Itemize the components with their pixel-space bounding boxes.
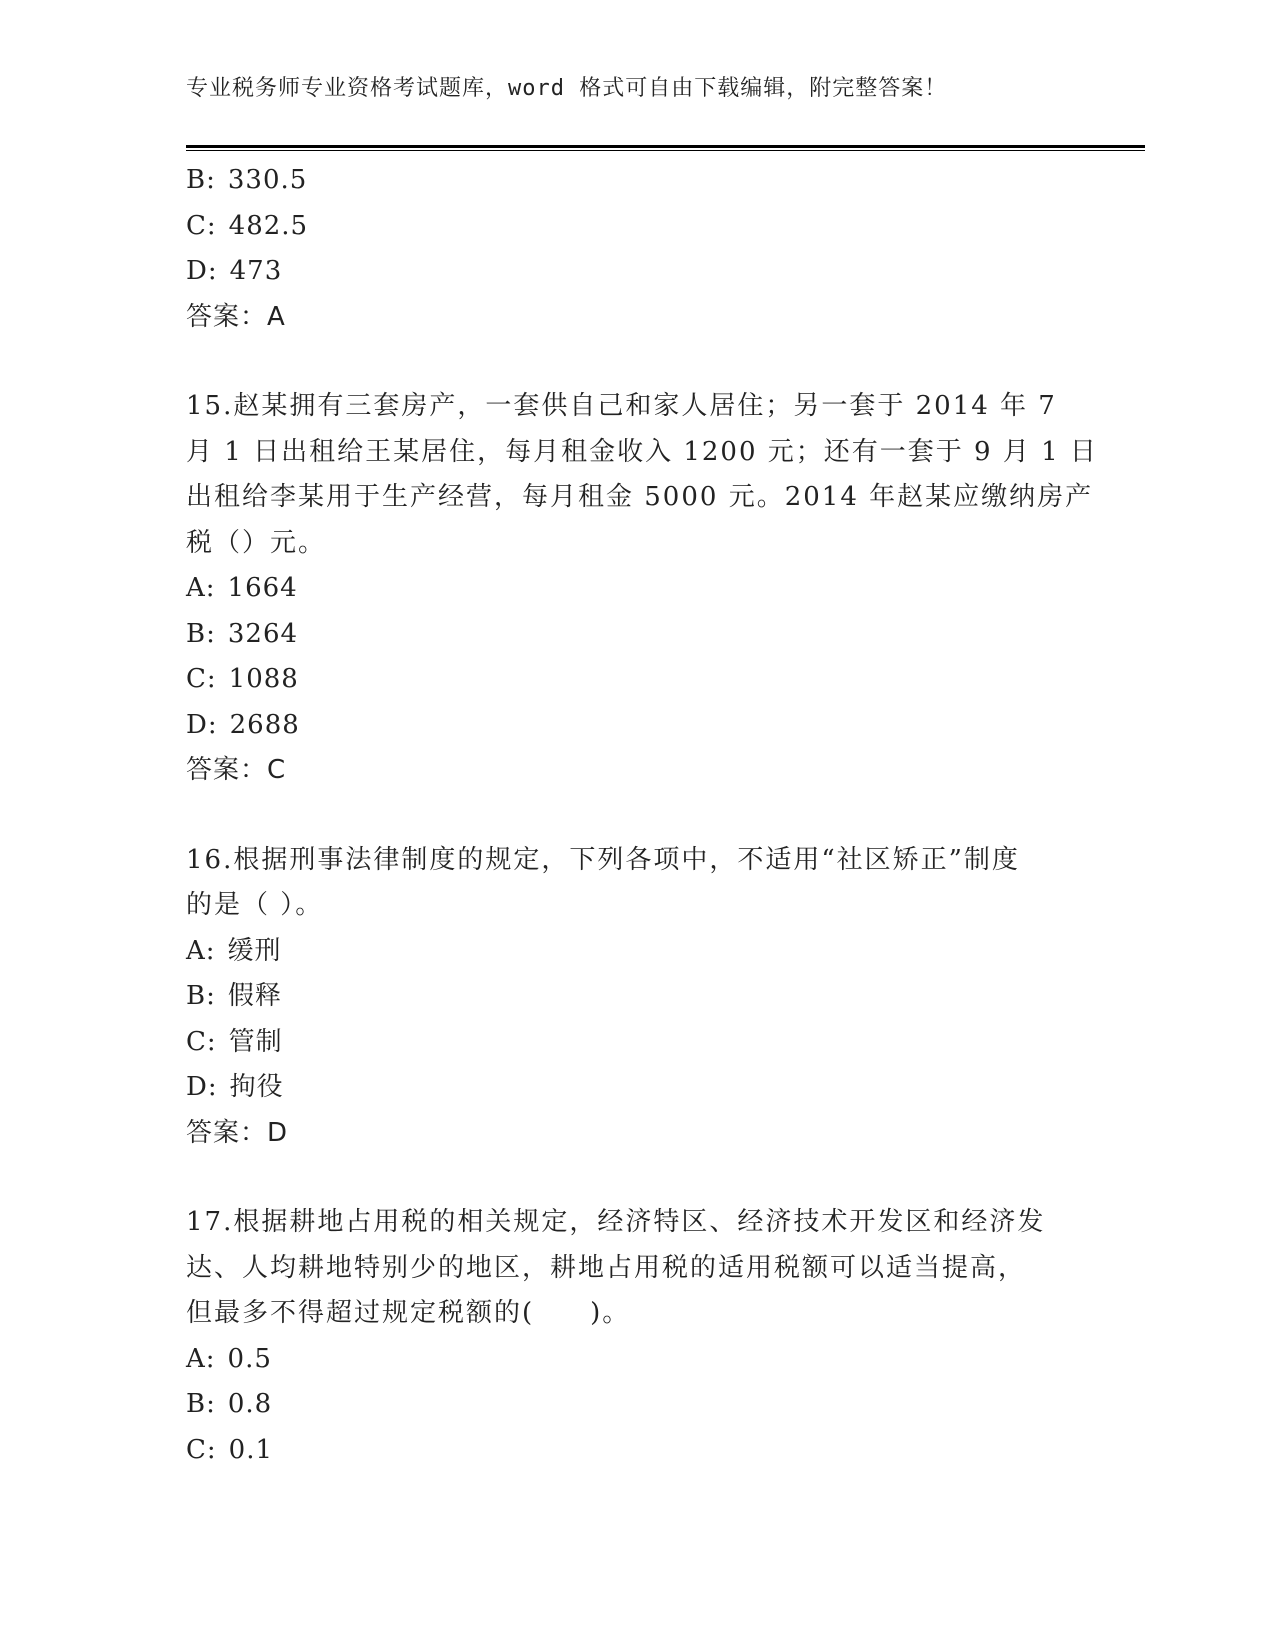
header-rule-thin: [186, 150, 1145, 151]
option-label: A:: [186, 573, 216, 603]
option-label: C:: [186, 210, 217, 241]
option-label: A:: [186, 935, 216, 966]
option-label: B:: [186, 618, 216, 649]
option-label: C:: [186, 1026, 217, 1057]
option-a: [186, 566, 1086, 612]
question-text-line: 但最多不得超过规定税额的( )。: [186, 1298, 631, 1328]
option-text: 3264: [227, 618, 299, 649]
option-label: B:: [186, 165, 216, 195]
option-text: 2688: [229, 709, 300, 740]
option-b: [186, 1382, 1086, 1428]
option-text: 1664: [227, 573, 298, 603]
answer-line: 答案：D: [186, 1117, 289, 1148]
option-d: [186, 703, 1086, 749]
question-text-line: 15.赵某拥有三套房产，一套供自己和家人居住；另一套于 2014 年 7: [186, 391, 1057, 421]
option-c: [186, 1020, 1086, 1066]
option-b: [186, 612, 1086, 658]
question-text-line: 税（）元。: [186, 527, 327, 558]
header-rule: [186, 145, 1145, 148]
option-text: 473: [229, 256, 283, 286]
option-text: 482.5: [228, 210, 309, 241]
option-text: 0.5: [227, 1343, 272, 1374]
question-text-line: 17.根据耕地占用税的相关规定，经济特区、经济技术开发区和经济发: [186, 1207, 1046, 1237]
answer-line: 答案：C: [186, 755, 287, 785]
option-d: [186, 1065, 1086, 1111]
option-d: [186, 249, 1086, 295]
page-header: 专业税务师专业资格考试题库，word 格式可自由下载编辑，附完整答案！: [186, 76, 948, 101]
option-b: [186, 974, 1086, 1020]
option-text: 1088: [228, 664, 299, 694]
option-a: [186, 929, 1086, 975]
option-b: [186, 158, 1086, 204]
spacer: [186, 340, 1086, 384]
question-content: [186, 158, 1098, 1473]
option-c: [186, 204, 1086, 250]
spacer: [186, 794, 1086, 838]
option-label: D:: [186, 709, 218, 740]
answer-line: 答案：A: [186, 301, 286, 332]
option-text: 330.5: [227, 165, 308, 195]
question-text-line: 月 1 日出租给王某居住，每月租金收入 1200 元；还有一套于 9 月 1 日: [186, 436, 1098, 467]
option-text: 0.8: [227, 1389, 273, 1419]
question-text-line: 达、人均耕地特别少的地区，耕地占用税的适用税额可以适当提高，: [186, 1252, 1027, 1283]
option-label: D:: [186, 1072, 218, 1102]
option-label: C:: [186, 664, 217, 694]
option-c: [186, 1428, 1086, 1474]
option-c: [186, 657, 1086, 703]
option-text: 0.1: [228, 1434, 274, 1465]
option-label: B:: [186, 981, 216, 1011]
question-text-line: 出租给李某用于生产经营，每月租金 5000 元。2014 年赵某应缴纳房产: [186, 482, 1094, 512]
spacer: [186, 1156, 1086, 1200]
option-text: 拘役: [229, 1072, 284, 1102]
option-a: [186, 1337, 1086, 1383]
option-text: 管制: [228, 1026, 283, 1057]
question-text-line: 16.根据刑事法律制度的规定，下列各项中，不适用“社区矫正”制度: [186, 844, 1020, 875]
option-label: B:: [186, 1389, 216, 1419]
option-label: A:: [186, 1343, 216, 1374]
option-label: C:: [186, 1434, 217, 1465]
option-text: 缓刑: [227, 935, 282, 966]
question-text-line: 的是（ ）。: [186, 890, 324, 920]
option-label: D:: [186, 256, 218, 286]
option-text: 假释: [227, 981, 282, 1011]
